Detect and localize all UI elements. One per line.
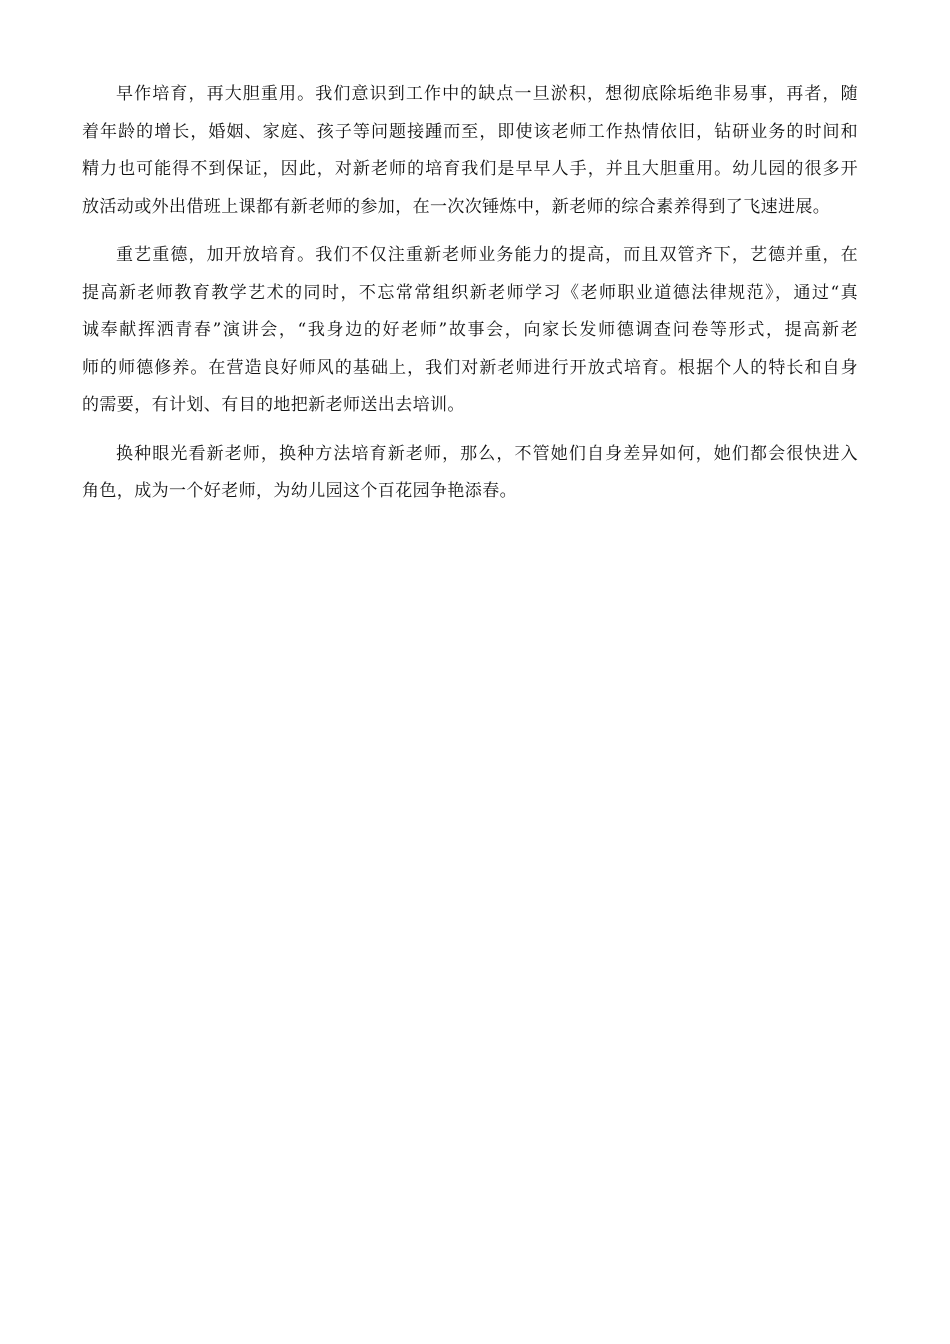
paragraph-line: 早作培育，再大胆重用。我们意识到工作中的缺点一旦淤积，想彻底除垢绝非易事，再者，随	[116, 84, 858, 104]
paragraph-line: 诚奉献挥洒青春”演讲会，“我身边的好老师”故事会，向家长发师德调查问卷等形式，提高新老	[82, 320, 858, 340]
paragraph-line: 着年龄的增长，婚姻、家庭、孩子等问题接踵而至，即使该老师工作热情依旧，钻研业务的时间和	[82, 121, 858, 142]
paragraph-line: 放活动或外出借班上课都有新老师的参加，在一次次锤炼中，新老师的综合素养得到了飞速进展。	[82, 196, 831, 217]
paragraph-line: 提高新老师教育教学艺术的同时，不忘常常组织新老师学习《老师职业道德法律规范》，通过“真	[82, 282, 858, 303]
paragraph-line: 换种眼光看新老师，换种方法培育新老师，那么，不管她们自身差异如何，她们都会很快进入	[116, 443, 858, 464]
paragraph-line: 角色，成为一个好老师，为幼儿园这个百花园争艳添春。	[82, 481, 517, 501]
paragraph-line: 的需要，有计划、有目的地把新老师送出去培训。	[82, 395, 465, 415]
paragraph-conclusion	[82, 436, 858, 511]
document-body	[82, 76, 858, 522]
paragraph-art-and-ethics	[82, 237, 858, 425]
paragraph-line: 重艺重德，加开放培育。我们不仅注重新老师业务能力的提高，而且双管齐下，艺德并重，在	[116, 245, 858, 265]
paragraph-line: 精力也可能得不到保证，因此，对新老师的培育我们是早早人手，并且大胆重用。幼儿园的很多开	[82, 159, 858, 179]
paragraph-line: 师的师德修养。在营造良好师风的基础上，我们对新老师进行开放式培育。根据个人的特长和自身	[82, 357, 858, 378]
paragraph-early-training	[82, 76, 858, 226]
